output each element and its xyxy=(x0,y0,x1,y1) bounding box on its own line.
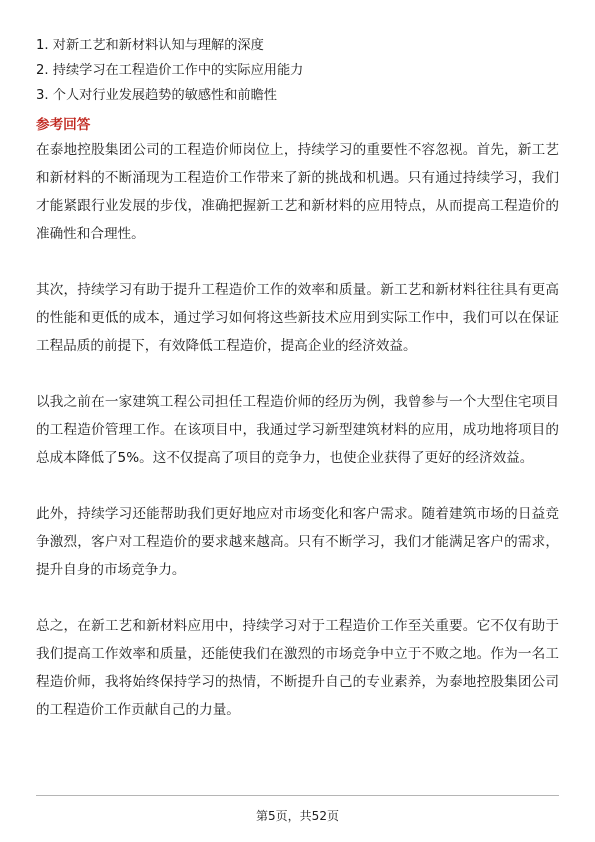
answer-heading: 参考回答 xyxy=(36,117,91,133)
question-point-1: 1. 对新工艺和新材料认知与理解的深度 xyxy=(36,38,264,53)
question-point-3: 3. 个人对行业发展趋势的敏感性和前瞻性 xyxy=(36,88,277,103)
answer-paragraph-5: 总之，在新工艺和新材料应用中，持续学习对于工程造价工作至关重要。它不仅有助于我们提高工作效率和质量，还能使我们在激烈的市场竞争中立于不败之地。作为一名工程造价师，我将始终保持学习的热情，不断提升自己的专业素养，为泰地控股集团公司的工程造价工作贡献自己的力量。 xyxy=(36,618,559,718)
answer-paragraph-3: 以我之前在一家建筑工程公司担任工程造价师的经历为例，我曾参与一个大型住宅项目的工程造价管理工作。在该项目中，我通过学习新型建筑材料的应用，成功地将项目的总成本降低了5%。这不仅提高了项目的竞争力，也使企业获得了更好的经济效益。 xyxy=(36,394,559,466)
page-content xyxy=(36,33,559,724)
answer-paragraph-4: 此外，持续学习还能帮助我们更好地应对市场变化和客户需求。随着建筑市场的日益竞争激烈，客户对工程造价的要求越来越高。只有不断学习，我们才能满足客户的需求，提升自身的市场竞争力。 xyxy=(36,506,559,578)
footer-divider xyxy=(36,795,559,796)
page-number: 第5页，共52页 xyxy=(256,809,339,823)
question-point-2: 2. 持续学习在工程造价工作中的实际应用能力 xyxy=(36,63,304,78)
answer-paragraph-1: 在泰地控股集团公司的工程造价师岗位上，持续学习的重要性不容忽视。首先，新工艺和新材料的不断涌现为工程造价工作带来了新的挑战和机遇。只有通过持续学习，我们才能紧跟行业发展的步伐，准确把握新工艺和新材料的应用特点，从而提高工程造价的准确性和合理性。 xyxy=(36,142,559,242)
answer-paragraph-2: 其次，持续学习有助于提升工程造价工作的效率和质量。新工艺和新材料往往具有更高的性能和更低的成本，通过学习如何将这些新技术应用到实际工作中，我们可以在保证工程品质的前提下，有效降低工程造价，提高企业的经济效益。 xyxy=(36,282,559,354)
